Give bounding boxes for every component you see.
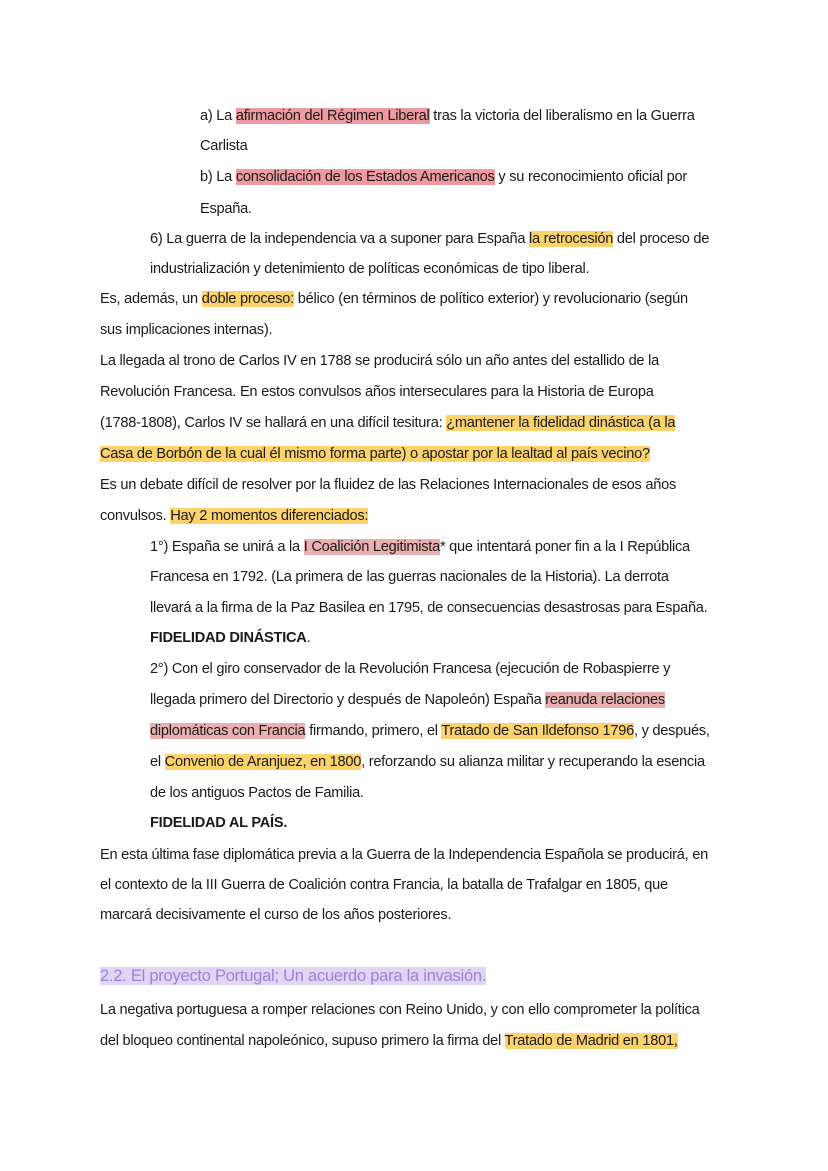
list-item-b-cont	[200, 197, 252, 221]
point-6-cont	[150, 257, 589, 281]
text-run: , y después,	[633, 723, 710, 739]
bold-label: FIDELIDAD AL PAÍS.	[150, 815, 288, 831]
text-run: Es un debate difícil de resolver por la fluidez de las Relaciones Internacionales de esos años	[100, 477, 677, 493]
highlight-reanuda: reanuda relaciones	[545, 692, 665, 708]
paragraph-line	[100, 873, 668, 897]
moment-1-label	[150, 626, 310, 650]
text-run: sus implicaciones internas).	[100, 322, 273, 338]
text-run: industrialización y detenimiento de políticas económicas de tipo liberal.	[150, 261, 590, 277]
list-item-a-cont	[200, 134, 247, 158]
text-run: España.	[200, 201, 252, 217]
moment-2-cont	[150, 719, 710, 743]
moment-2-label	[150, 811, 287, 835]
moment-2-cont	[150, 750, 705, 774]
text-run: Es, además, un	[100, 291, 202, 307]
paragraph-line	[100, 349, 659, 373]
section-heading	[100, 964, 486, 988]
text-run: convulsos.	[100, 508, 171, 524]
paragraph-line	[100, 411, 675, 435]
paragraph-line	[100, 998, 700, 1022]
text-run: llevará a la firma de la Paz Basilea en 1795, de consecuencias desastrosas para España.	[150, 600, 708, 616]
text-run: firmando, primero, el	[305, 723, 442, 739]
highlight-diplomaticas: diplomáticas con Francia	[150, 723, 306, 739]
text-run: (1788-1808), Carlos IV se hallará en una difícil tesitura:	[100, 415, 447, 431]
moment-2-cont	[150, 688, 665, 712]
text-run: 1°) España se unirá a la	[150, 539, 304, 555]
highlight-aranjuez: Convenio de Aranjuez, en 1800	[164, 754, 362, 770]
text-run: * que intentará poner fin a la I República	[439, 539, 690, 555]
list-item-a	[200, 104, 695, 128]
paragraph-line	[100, 1029, 678, 1053]
moment-1-cont	[150, 596, 707, 620]
text-run: llegada primero del Directorio y después de Napoleón) España	[150, 692, 546, 708]
text-run: tras la victoria del liberalismo en la Guerra	[429, 108, 695, 124]
text-run: .	[306, 630, 311, 646]
paragraph-line	[100, 843, 708, 867]
paragraph-line	[100, 903, 451, 927]
paragraph-line	[100, 442, 650, 466]
highlight-estados-americanos: consolidación de los Estados Americanos	[235, 169, 495, 185]
text-run: del bloqueo continental napoleónico, supuso primero la firma del	[100, 1033, 505, 1049]
highlight-coalicion: I Coalición Legitimista	[303, 539, 440, 555]
highlight-question-cont: Casa de Borbón de la cual él mismo forma parte) o apostar por la lealtad al país vecino?	[100, 446, 650, 462]
paragraph-line	[100, 318, 272, 342]
highlight-san-ildefonso: Tratado de San Ildefonso 1796	[441, 723, 634, 739]
moment-1	[150, 535, 690, 559]
paragraph-line	[100, 380, 654, 404]
text-run: marcará decisivamente el curso de los años posteriores.	[100, 907, 452, 923]
text-run: Revolución Francesa. En estos convulsos años interseculares para la Historia de Europa	[100, 384, 654, 400]
text-run: Carlista	[200, 138, 248, 154]
list-item-b	[200, 165, 687, 189]
text-run: bélico (en términos de político exterior) y revolucionario (según	[293, 291, 688, 307]
highlight-tratado-madrid: Tratado de Madrid en 1801,	[504, 1033, 678, 1049]
text-run: 6) La guerra de la independencia va a suponer para España	[150, 231, 530, 247]
text-run: del proceso de	[613, 231, 710, 247]
point-6	[150, 227, 709, 251]
text-run: el	[150, 754, 165, 770]
moment-2	[150, 657, 670, 681]
highlight-question: ¿mantener la fidelidad dinástica (a la	[446, 415, 676, 431]
text-run: b) La	[200, 169, 236, 185]
highlight-momentos: Hay 2 momentos diferenciados:	[170, 508, 369, 524]
paragraph-line	[100, 504, 368, 528]
text-run: el contexto de la III Guerra de Coalición contra Francia, la batalla de Trafalgar en 1805, que	[100, 877, 668, 893]
highlight-retrocesion: la retrocesión	[529, 231, 614, 247]
text-run: La llegada al trono de Carlos IV en 1788 se producirá sólo un año antes del estallido de la	[100, 353, 659, 369]
text-run: La negativa portuguesa a romper relaciones con Reino Unido, y con ello comprometer la política	[100, 1002, 700, 1018]
text-run: de los antiguos Pactos de Familia.	[150, 785, 364, 801]
text-run: Francesa en 1792. (La primera de las guerras nacionales de la Historia). La derrota	[150, 569, 669, 585]
text-run: En esta última fase diplomática previa a la Guerra de la Independencia Española se producirá, en	[100, 847, 708, 863]
bold-label: FIDELIDAD DINÁSTICA	[150, 630, 307, 646]
moment-2-cont	[150, 781, 364, 805]
heading-text: 2.2. El proyecto Portugal; Un acuerdo para la invasión.	[100, 967, 487, 985]
paragraph-line	[100, 473, 676, 497]
text-run: , reforzando su alianza militar y recuperando la esencia	[361, 754, 705, 770]
text-run: y su reconocimiento oficial por	[494, 169, 687, 185]
moment-1-cont	[150, 565, 669, 589]
text-run: a) La	[200, 108, 236, 124]
highlight-regimen-liberal: afirmación del Régimen Liberal	[235, 108, 430, 124]
highlight-doble-proceso: doble proceso:	[201, 291, 294, 307]
text-run: 2°) Con el giro conservador de la Revolución Francesa (ejecución de Robaspierre y	[150, 661, 671, 677]
paragraph-line	[100, 287, 688, 311]
